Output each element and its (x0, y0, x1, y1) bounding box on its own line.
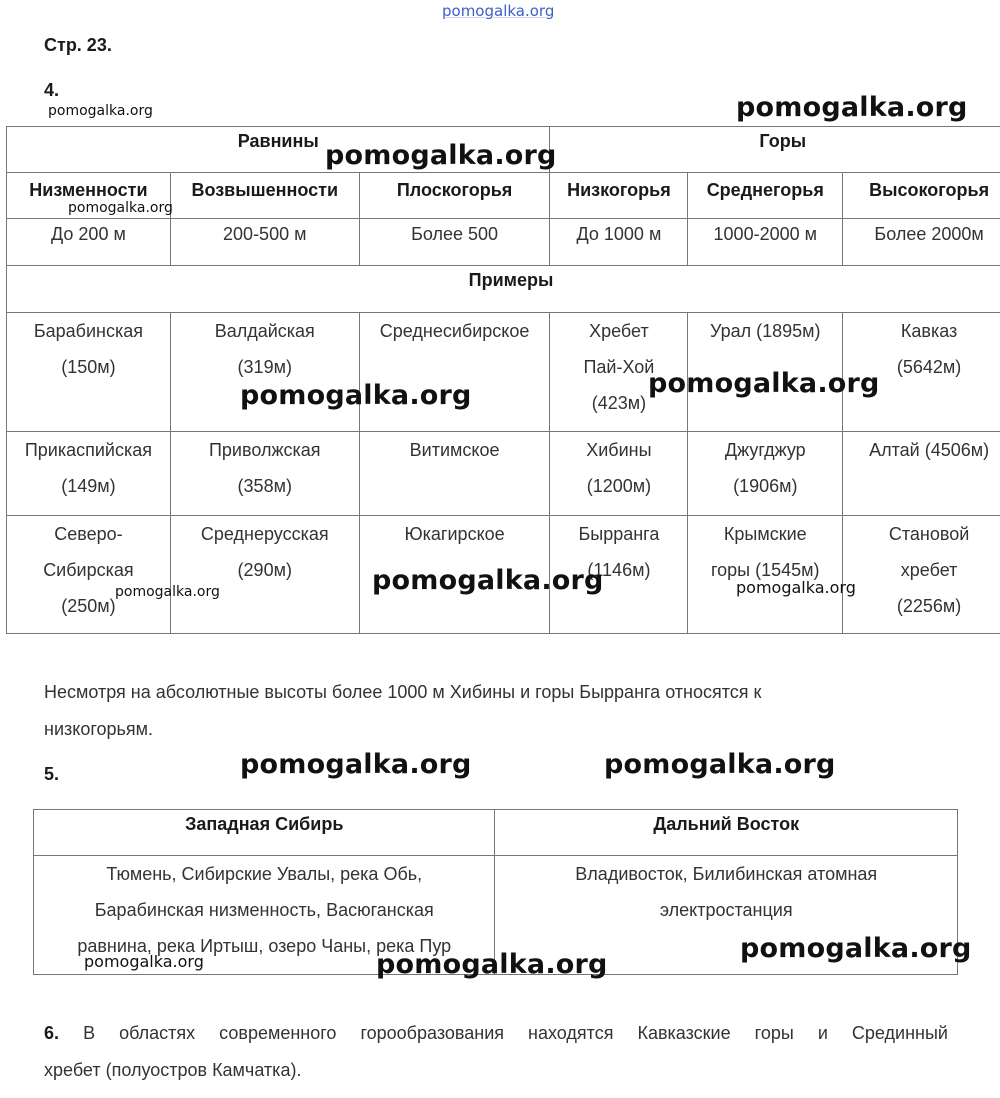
type-cell: Высокогорья (843, 173, 1000, 219)
example-cell: Алтай (4506м) (843, 432, 1000, 516)
example-cell: Хибины (1200м) (550, 432, 688, 516)
example-cell: Бырранга (1146м) (550, 516, 688, 634)
example-cell: Хребет Пай-Хой (423м) (550, 313, 688, 432)
watermark: pomogalka.org (740, 933, 972, 964)
example-cell: Среднесибирское (359, 313, 550, 432)
example-cell: Урал (1895м) (688, 313, 843, 432)
task4-number: 4. (44, 80, 60, 100)
height-cell: 1000-2000 м (688, 219, 843, 266)
page-label: Стр. 23. (44, 35, 112, 55)
examples-row (7, 432, 1000, 516)
task6-number: 6. (44, 1023, 60, 1043)
example-cell: Джугджур (1906м) (688, 432, 843, 516)
watermark: pomogalka.org (736, 92, 968, 123)
example-cell: Становой хребет (2256м) (843, 516, 1000, 634)
example-cell: Приволжская (358м) (170, 432, 359, 516)
height-cell: 200-500 м (170, 219, 359, 266)
type-cell: Низкогорья (550, 173, 688, 219)
height-cell: Более 2000м (843, 219, 1000, 266)
example-cell: Барабинская (150м) (7, 313, 171, 432)
heights-row (7, 219, 1000, 266)
watermark: pomogalka.org (240, 749, 472, 780)
watermark: pomogalka.org (648, 368, 880, 399)
watermark: pomogalka.org (84, 952, 204, 971)
watermark: pomogalka.org (48, 103, 153, 119)
watermark-top[interactable]: pomogalka.org (442, 2, 555, 20)
west-siberia-cell: Тюмень, Сибирские Увалы, река Обь, Барабинская низменность, Васюганская равнина, река Иртыш, озеро Чаны, река Пур (34, 856, 495, 975)
watermark: pomogalka.org (372, 565, 604, 596)
type-cell: Плоскогорья (359, 173, 550, 219)
task4-note: Несмотря на абсолютные высоты более 1000 м Хибины и горы Бырранга относятся к низкогорьям. (44, 682, 762, 739)
type-cell: Возвышенности (170, 173, 359, 219)
height-cell: До 1000 м (550, 219, 688, 266)
far-east-header: Дальний Восток (495, 810, 958, 856)
example-cell: Валдайская (319м) (170, 313, 359, 432)
watermark: pomogalka.org (376, 949, 608, 980)
watermark: pomogalka.org (736, 578, 856, 597)
example-cell: Среднерусская (290м) (170, 516, 359, 634)
type-cell: Среднегорья (688, 173, 843, 219)
example-cell: Кавказ (5642м) (843, 313, 1000, 432)
watermark: pomogalka.org (115, 584, 220, 600)
plains-header: Равнины (7, 127, 550, 173)
watermark: pomogalka.org (604, 749, 836, 780)
height-cell: До 200 м (7, 219, 171, 266)
watermark: pomogalka.org (68, 200, 173, 216)
task6-text: 6. В областях современного горообразования находятся Кавказские горы и Срединный хребет (полуостров Камчатка). (44, 1023, 948, 1080)
example-cell: Юкагирское (359, 516, 550, 634)
task5-number: 5. (44, 764, 60, 784)
far-east-cell: Владивосток, Билибинская атомная электростанция (495, 856, 958, 975)
watermark: pomogalka.org (325, 140, 557, 171)
example-cell: Прикаспийская (149м) (7, 432, 171, 516)
west-siberia-header: Западная Сибирь (34, 810, 495, 856)
example-cell: Витимское (359, 432, 550, 516)
type-cell: Низменности (7, 173, 171, 219)
mountains-header: Горы (550, 127, 1000, 173)
height-cell: Более 500 (359, 219, 550, 266)
examples-header: Примеры (7, 266, 1000, 313)
example-cell: Северо- Сибирская (250м) (7, 516, 171, 634)
watermark: pomogalka.org (240, 380, 472, 411)
example-cell: Крымские горы (1545м) (688, 516, 843, 634)
